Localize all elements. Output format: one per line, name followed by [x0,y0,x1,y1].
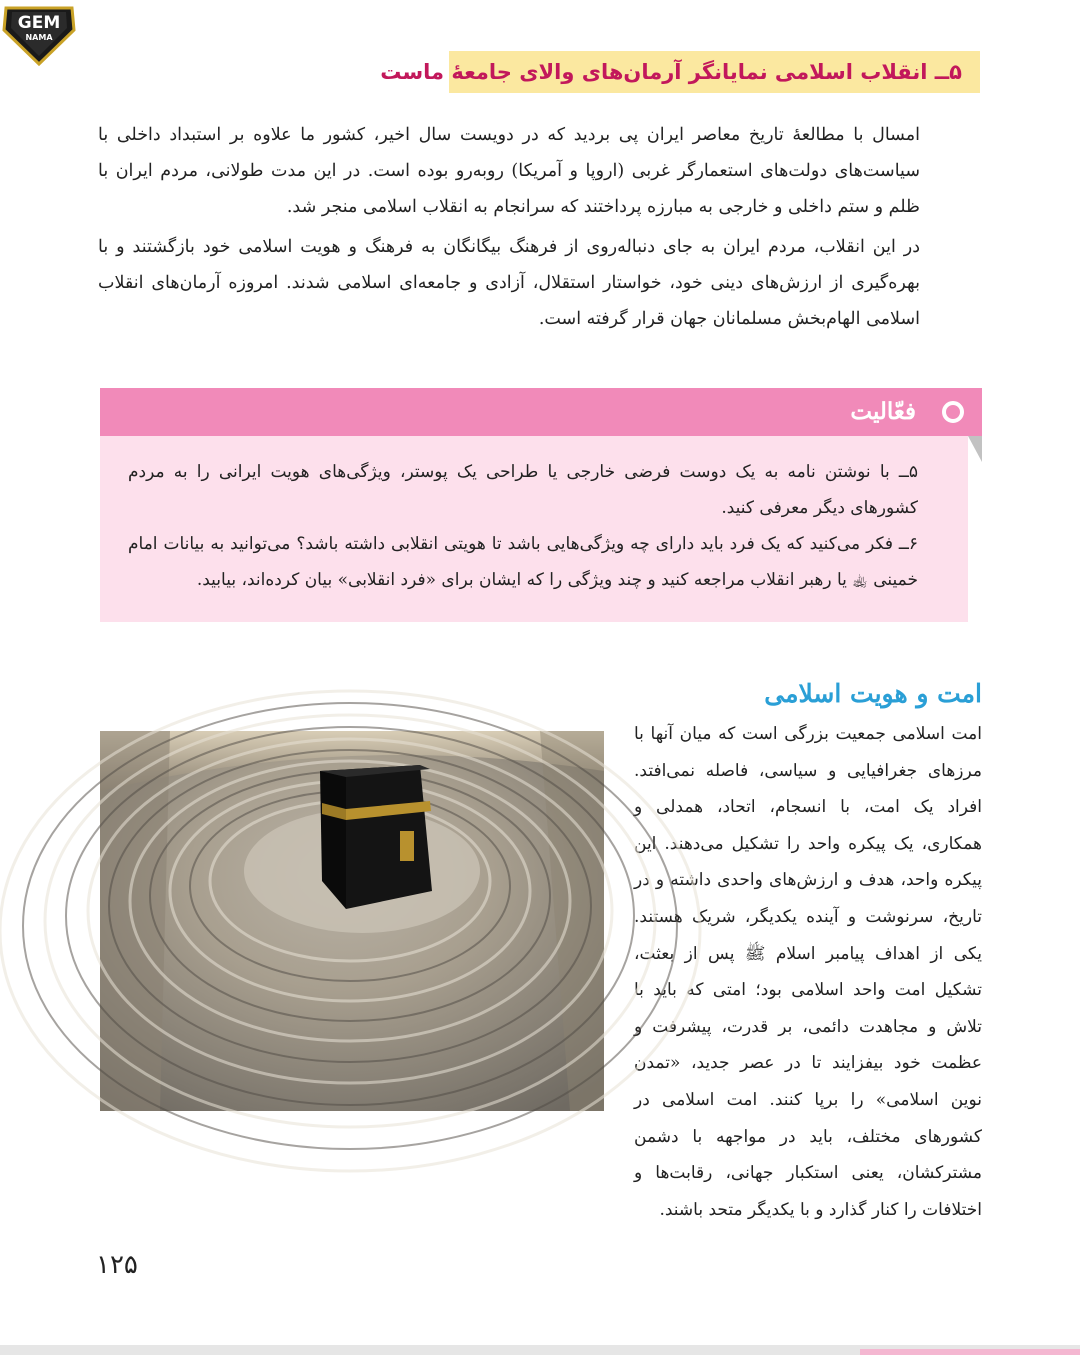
ummah-heading: امت و هویت اسلامی [764,679,982,708]
activity-tab-fold [968,436,982,462]
ummah-paragraph: امت اسلامی جمعیت بزرگی است که میان آنها با مرزهای جغرافیایی و سیاسی، فاصله نمی‌افتد. افراد یک امت، با انسجام، اتحاد، همدلی و همکاری، یک پیکره واحد را تشکیل می‌دهند. این پیکره واحد، هدف و ارزش‌های واحدی داشته و در تاریخ، سرنوشت و آینده یکدیگر، شریک هستند. یکی از اهداف پیامبر اسلام ﷺ پس از بعثت، تشکیل امت واحد اسلامی بود؛ امتی که باید با تلاش و مجاهدت دائمی، بر قدرت، پیشرفت و عظمت خود بیفزایند تا در عصر جدید، «تمدن نوین اسلامی» را برپا کنند. امت اسلامی در کشورهای مختلف، باید در مواجهه با دشمن مشترکشان، یعنی استکبار جهانی، رقابت‌ها و اختلافات را کنار گذارد و با یکدیگر متحد باشند. [634,724,982,1220]
circle-bullet-icon [942,401,964,423]
page-number: ۱۲۵ [96,1250,138,1280]
activity-item-5: ۵ــ با نوشتن نامه به یک دوست فرضی خارجی یا طراحی یک پوستر، ویژگی‌های هویت ایرانی را به مردم کشورهای دیگر معرفی کنید. [128,462,918,518]
logo-text-gem: GEM [17,13,61,33]
kaaba-photo [100,731,604,1111]
gem-nama-logo [0,0,78,66]
intro-paragraph-1: امسال با مطالعهٔ تاریخ معاصر ایران پی بردید که در دویست سال اخیر، کشور ما علاوه بر استبداد داخلی با سیاست‌های دولت‌های استعمارگر غربی (اروپا و آمریکا) روبه‌رو بوده است. در این مدت طولانی، مردم ایران با ظلم و ستم داخلی و خارجی به مبارزه پرداختند که سرانجام به انقلاب اسلامی منجر شد. [98,125,920,217]
intro-paragraph-2: در این انقلاب، مردم ایران به جای دنباله‌روی از فرهنگ بیگانگان به فرهنگ و هویت اسلامی خود بازگشتند و با بهره‌گیری از ارزش‌های دینی خود، خواستار استقلال، آزادی و جامعه‌ای اسلامی شدند. امروزه آرمان‌های انقلاب اسلامی الهام‌بخش مسلمانان جهان قرار گرفته است. [98,237,920,329]
logo-text-nama: NAMA [25,33,53,42]
activity-item-6: ۶ــ فکر می‌کنید که یک فرد باید دارای چه ویژگی‌هایی باشد تا هویتی انقلابی داشته باشد؟ می‌توانید به بیانات امام خمینی ﵀ یا رهبر انقلاب مراجعه کنید و چند ویژگی را که ایشان برای «فرد انقلابی» بیان کرده‌اند، بیابید. [128,534,918,590]
activity-header [100,388,982,436]
section-heading: ۵ــ انقلاب اسلامی نمایانگر آرمان‌های والای جامعهٔ ماست [449,51,980,93]
activity-title: فعّالیت [850,398,916,425]
bottom-bar-accent [860,1349,1080,1355]
